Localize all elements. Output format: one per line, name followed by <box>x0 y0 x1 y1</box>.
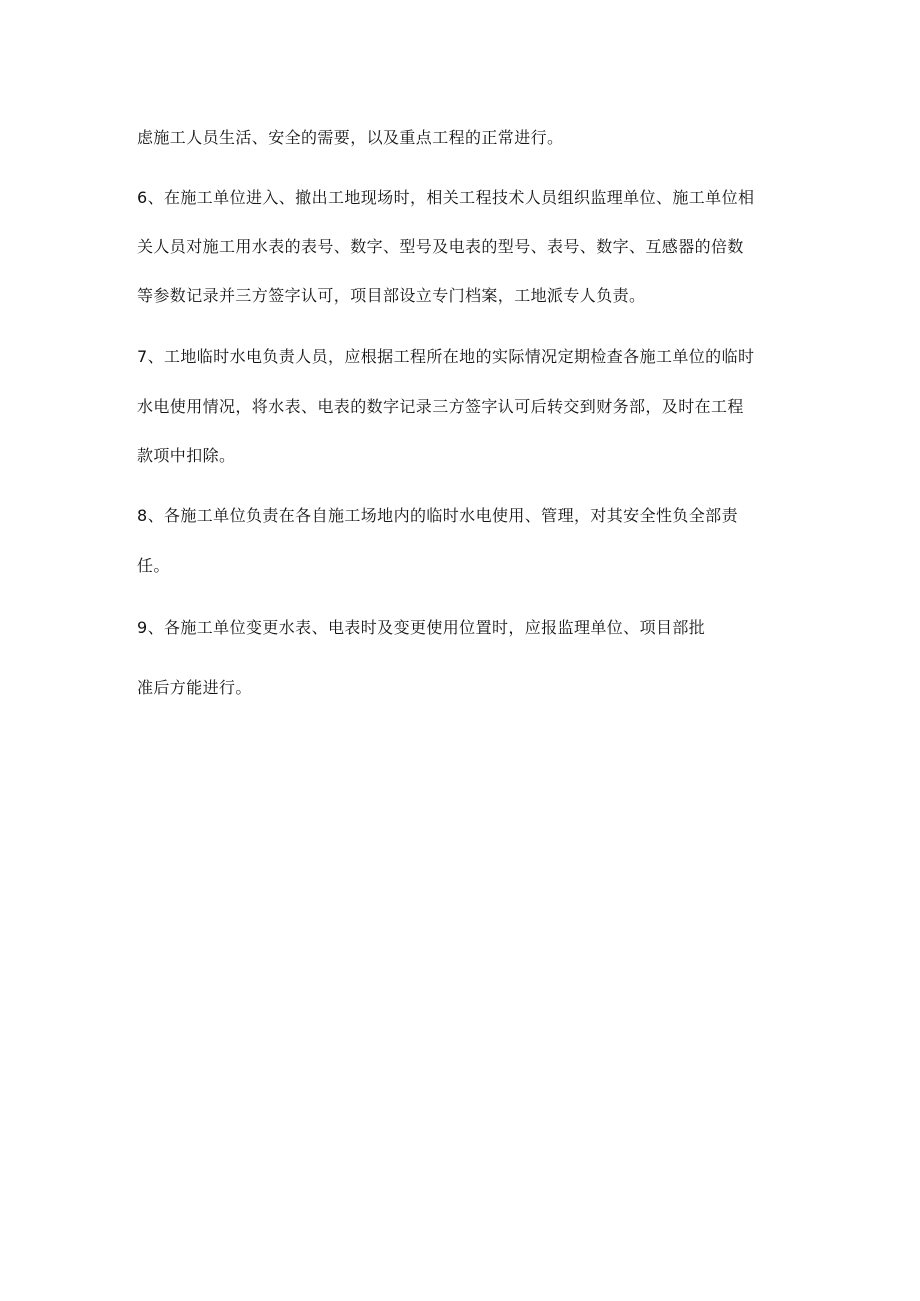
text-line: 9、各施工单位变更水表、电表时及变更使用位置时，应报监理单位、项目部批 <box>137 618 706 637</box>
text-line: 水电使用情况，将水表、电表的数字记录三方签字认可后转交到财务部，及时在工程 <box>137 397 744 416</box>
text-line: 准后方能进行。 <box>137 678 252 697</box>
text-line: 8、各施工单位负责在各自施工场地内的临时水电使用、管理，对其安全性负全部责 <box>137 506 738 525</box>
text-line: 虑施工人员生活、安全的需要，以及重点工程的正常进行。 <box>137 128 564 147</box>
text-line: 等参数记录并三方签字认可，项目部设立专门档案，工地派专人负责。 <box>137 286 646 305</box>
text-line: 6、在施工单位进入、撤出工地现场时，相关工程技术人员组织监理单位、施工单位相 <box>137 188 755 207</box>
text-line: 关人员对施工用水表的表号、数字、型号及电表的型号、表号、数字、互感器的倍数 <box>137 237 744 256</box>
text-line: 任。 <box>137 556 170 575</box>
text-line: 7、工地临时水电负责人员，应根据工程所在地的实际情况定期检查各施工单位的临时 <box>137 347 755 366</box>
text-line: 款项中扣除。 <box>137 446 236 465</box>
